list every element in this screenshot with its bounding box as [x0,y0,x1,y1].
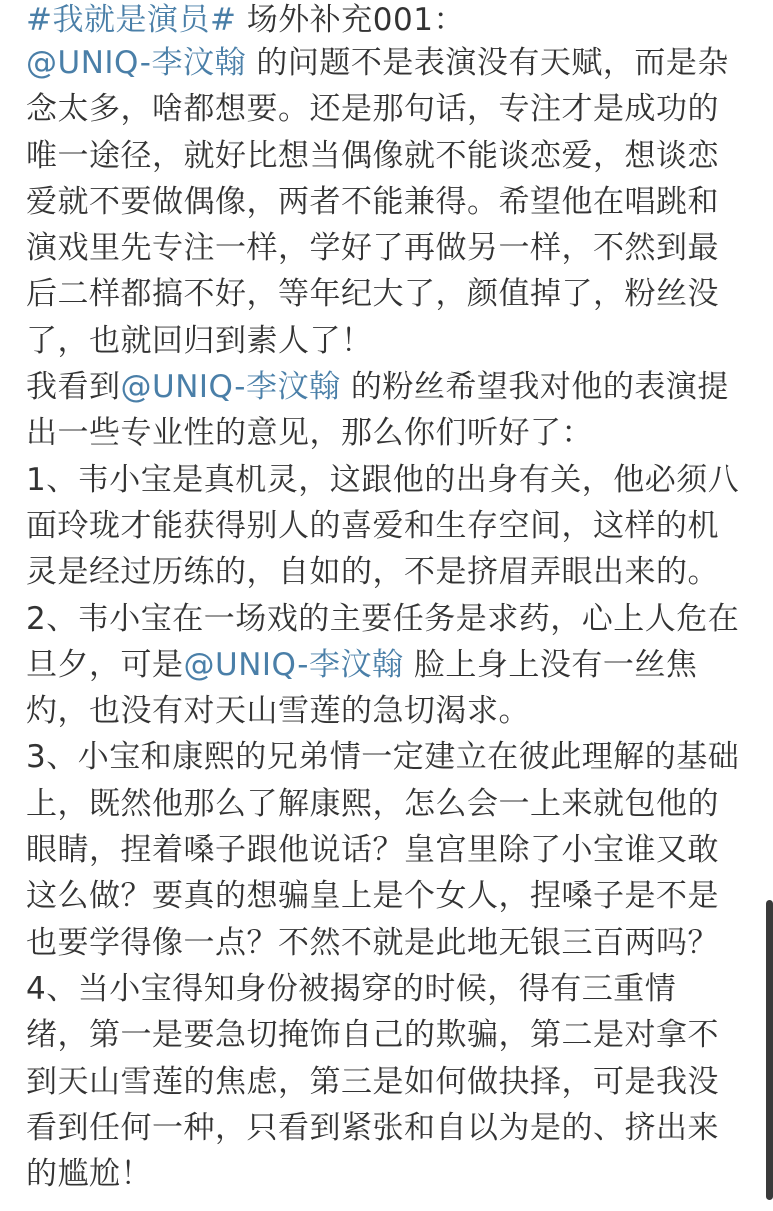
post-line: 眼睛，捏着嗓子跟他说话？皇宫里除了小宝谁又敢 [26,832,719,869]
post-line [26,40,766,86]
post-line: 唯一途径，就好比想当偶像就不能谈恋爱，想谈恋 [26,137,719,174]
post-text: 脸上身上没有一丝焦 [403,646,698,683]
post-line: 了，也就回归到素人了！ [26,322,373,359]
post-line: 面玲珑才能获得别人的喜爱和生存空间，这样的机 [26,507,719,544]
post-line [26,364,766,410]
post-line [26,0,766,40]
mention-link[interactable]: @UNIQ-李汶翰 [120,369,341,406]
post-text: 我看到 [26,369,121,406]
post-line: 到天山雪莲的焦虑，第三是如何做抉择，可是我没 [26,1063,719,1100]
mention-link[interactable]: @UNIQ-李汶翰 [26,45,246,81]
post-line: 4、当小宝得知身份被揭穿的时候，得有三重情 [26,970,677,1007]
post-line: 演戏里先专注一样，学好了再做另一样，不然到最 [26,230,719,267]
post-line: 灵是经过历练的，自如的，不是挤眉弄眼出来的。 [26,554,719,591]
post-line: 1、韦小宝是真机灵，这跟他的出身有关，他必须八 [26,461,740,498]
post-body [26,0,766,1197]
post-line: 看到任何一种，只看到紧张和自以为是的、挤出来 [26,1109,719,1146]
post-line: 灼，也没有对天山雪莲的急切渴求。 [26,693,530,730]
scrollbar-thumb[interactable] [766,900,773,1200]
post-line: 这么做？要真的想骗皇上是个女人，捏嗓子是不是 [26,878,719,915]
post-line [26,642,766,688]
post-line: 上，既然他那么了解康熙，怎么会一上来就包他的 [26,785,719,822]
post-line: 的尴尬！ [26,1156,152,1193]
post-text: 的问题不是表演没有天赋，而是杂 [245,45,729,81]
post-text: 的粉丝希望我对他的表演提 [340,369,729,406]
post-text: 场外补充001： [236,2,465,38]
post-line: 爱就不要做偶像，两者不能兼得。希望他在唱跳和 [26,183,719,220]
mention-link[interactable]: @UNIQ-李汶翰 [183,646,404,683]
hashtag-link[interactable]: #我就是演员# [26,2,237,38]
post-line: 2、韦小宝在一场戏的主要任务是求药，心上人危在 [26,600,740,637]
post-line: 出一些专业性的意见，那么你们听好了： [26,415,593,452]
post-line: 后二样都搞不好，等年纪大了，颜值掉了，粉丝没 [26,276,719,313]
post-line: 绪，第一是要急切掩饰自己的欺骗，第二是对拿不 [26,1017,719,1054]
post-line: 也要学得像一点？不然不就是此地无银三百两吗？ [26,924,719,961]
post-line: 念太多，啥都想要。还是那句话，专注才是成功的 [26,91,719,128]
post-text: 旦夕，可是 [26,646,184,683]
post-line: 3、小宝和康熙的兄弟情一定建立在彼此理解的基础 [26,739,740,776]
